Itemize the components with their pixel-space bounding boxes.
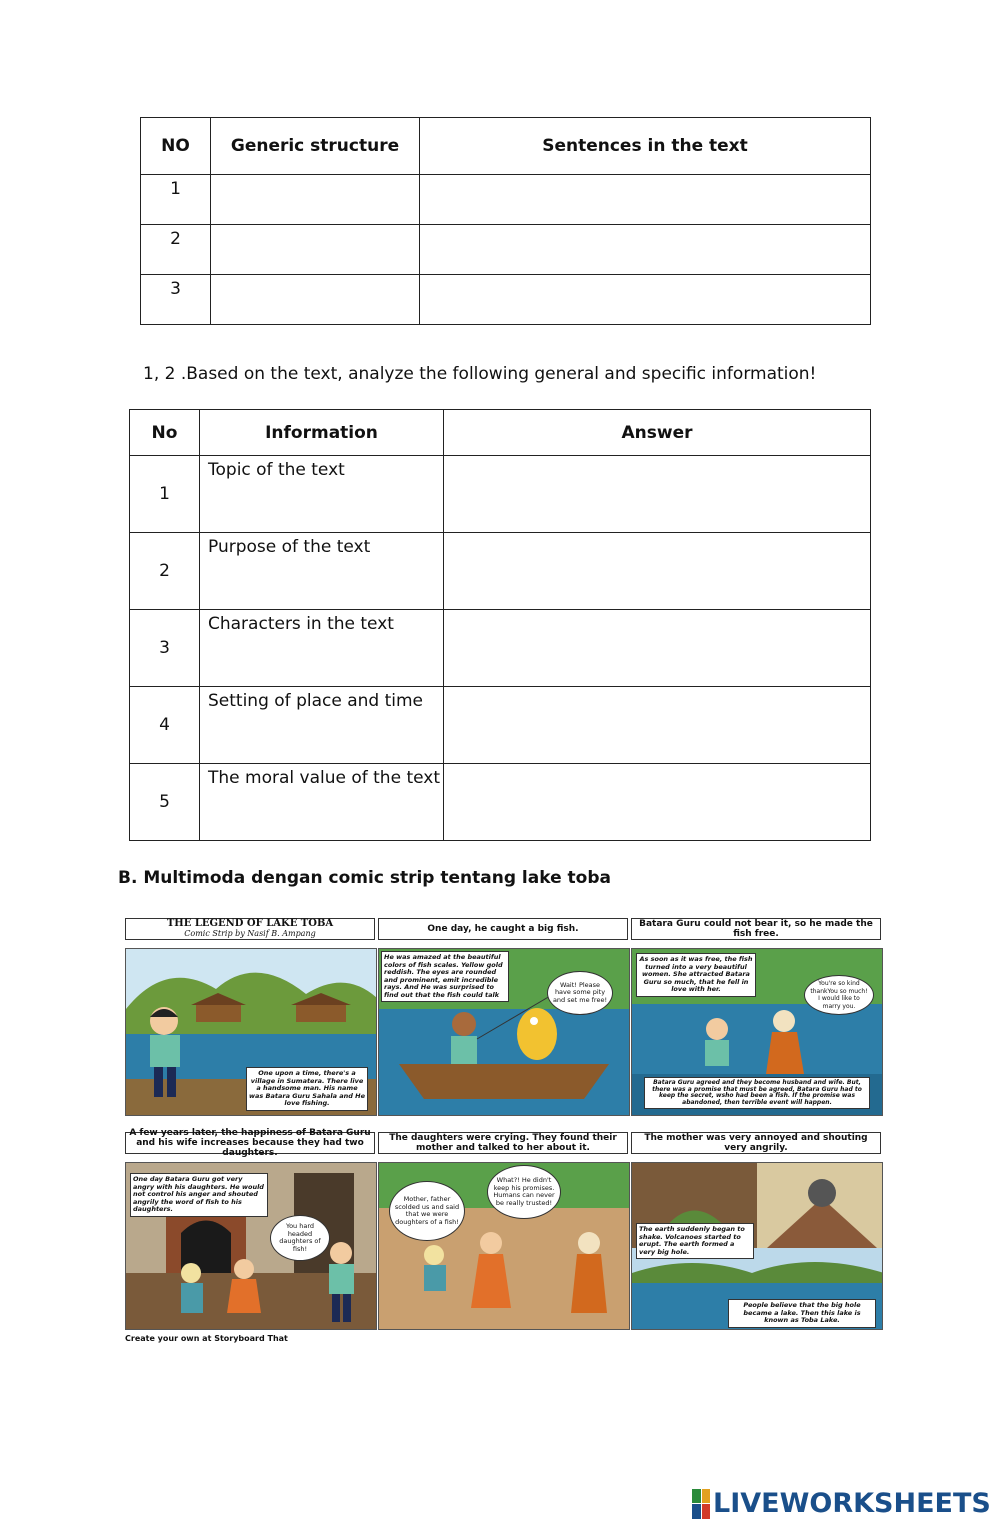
comic-subtitle: Comic Strip by Nasif B. Ampang — [184, 929, 316, 938]
row-number: 2 — [130, 533, 200, 610]
table-row — [130, 610, 871, 687]
speech-bubble: You hard headed daughters of fish! — [270, 1215, 330, 1261]
info-label: Setting of place and time — [200, 687, 444, 764]
narration-box: The earth suddenly began to shake. Volcanoes started to erupt. The earth formed a very big hole. — [636, 1223, 754, 1259]
speech-bubble: Mother, father scolded us and said that we were doughters of a fish! — [389, 1181, 465, 1241]
row-number: 1 — [130, 456, 200, 533]
speech-bubble: Wait! Please have some pity and set me free! — [547, 971, 613, 1015]
info-label: The moral value of the text — [200, 764, 444, 841]
answer-cell[interactable] — [444, 687, 871, 764]
info-label: Topic of the text — [200, 456, 444, 533]
structure-answer-cell[interactable] — [211, 225, 420, 275]
row-number: 2 — [141, 225, 211, 275]
answer-cell[interactable] — [444, 764, 871, 841]
instruction-text: 1, 2 .Based on the text, analyze the following general and specific information! — [143, 364, 817, 384]
brand-name: LIVEWORKSHEETS — [713, 1488, 991, 1519]
answer-cell[interactable] — [444, 533, 871, 610]
panel-caption: One day, he caught a big fish. — [378, 918, 628, 940]
col-header-no: NO — [141, 118, 211, 175]
table-row — [141, 225, 871, 275]
narration-box: He was amazed at the beautiful colors of fish scales. Yellow gold reddish. The eyes are rounded and prominent, emit incredible rays. And He was surprised to find out that the fish could talk — [381, 951, 509, 1002]
comic-panel-4 — [125, 1162, 377, 1330]
col-header-no: No — [130, 410, 200, 456]
liveworksheets-logo — [692, 1488, 991, 1519]
comic-panel-3 — [631, 948, 883, 1116]
row-number: 4 — [130, 687, 200, 764]
col-header-answer: Answer — [444, 410, 871, 456]
comic-panel-1 — [125, 948, 377, 1116]
panel-caption: Batara Guru could not bear it, so he made the fish free. — [631, 918, 881, 940]
narration-box: As soon as it was free, the fish turned into a very beautiful women. She attracted Batara Guru so much, that he fell in love with her. — [636, 953, 756, 997]
info-label: Characters in the text — [200, 610, 444, 687]
table-row — [130, 456, 871, 533]
narration-box: One upon a time, there's a village in Sumatera. There live a handsome man. His name was Batara Guru Sahala and He love fishing. — [246, 1067, 368, 1111]
col-header-structure: Generic structure — [211, 118, 420, 175]
panel-caption: A few years later, the happiness of Batara Guru and his wife increases because they had two daughters. — [125, 1132, 375, 1154]
table-row — [130, 687, 871, 764]
table-row — [141, 175, 871, 225]
comic-title: THE LEGEND OF LAKE TOBA — [166, 918, 334, 929]
comic-panel-6 — [631, 1162, 883, 1330]
comic-title-box — [125, 918, 375, 940]
sentence-answer-cell[interactable] — [420, 225, 871, 275]
row-number: 5 — [130, 764, 200, 841]
speech-bubble: You're so kind thankYou so much! I would like to marry you. — [804, 975, 874, 1015]
row-number: 3 — [141, 275, 211, 325]
narration-box: One day Batara Guru got very angry with his daughters. He would not control his anger and shouted angrily the word of fish to his daughters. — [130, 1173, 268, 1217]
table-row — [141, 275, 871, 325]
table-header-row — [141, 118, 871, 175]
panel-caption: The daughters were crying. They found their mother and talked to her about it. — [378, 1132, 628, 1154]
sentence-answer-cell[interactable] — [420, 175, 871, 225]
table-header-row — [130, 410, 871, 456]
information-table — [129, 409, 871, 841]
answer-cell[interactable] — [444, 456, 871, 533]
info-label: Purpose of the text — [200, 533, 444, 610]
table-row — [130, 533, 871, 610]
speech-bubble: What?! He didn't keep his promises. Humans can never be really trusted! — [487, 1165, 561, 1219]
structure-answer-cell[interactable] — [211, 275, 420, 325]
row-number: 3 — [130, 610, 200, 687]
narration-box: People believe that the big hole became a lake. Then this lake is known as Toba Lake. — [728, 1299, 876, 1328]
comic-panel-5 — [378, 1162, 630, 1330]
sentence-answer-cell[interactable] — [420, 275, 871, 325]
panel-caption: The mother was very annoyed and shouting very angrily. — [631, 1132, 881, 1154]
structure-answer-cell[interactable] — [211, 175, 420, 225]
row-number: 1 — [141, 175, 211, 225]
answer-cell[interactable] — [444, 610, 871, 687]
narration-box: Batara Guru agreed and they become husband and wife. But, there was a promise that must be agreed, Batara Guru had to keep the secret, wsho had been a fish. If the promise was abandoned, then terrible event will happen. — [644, 1077, 870, 1109]
col-header-information: Information — [200, 410, 444, 456]
section-b-heading: B. Multimoda dengan comic strip tentang lake toba — [118, 868, 611, 888]
generic-structure-table — [140, 117, 871, 325]
brand-icon — [692, 1489, 710, 1519]
col-header-sentences: Sentences in the text — [420, 118, 871, 175]
comic-panel-2 — [378, 948, 630, 1116]
comic-credit: Create your own at Storyboard That — [125, 1334, 288, 1343]
table-row — [130, 764, 871, 841]
